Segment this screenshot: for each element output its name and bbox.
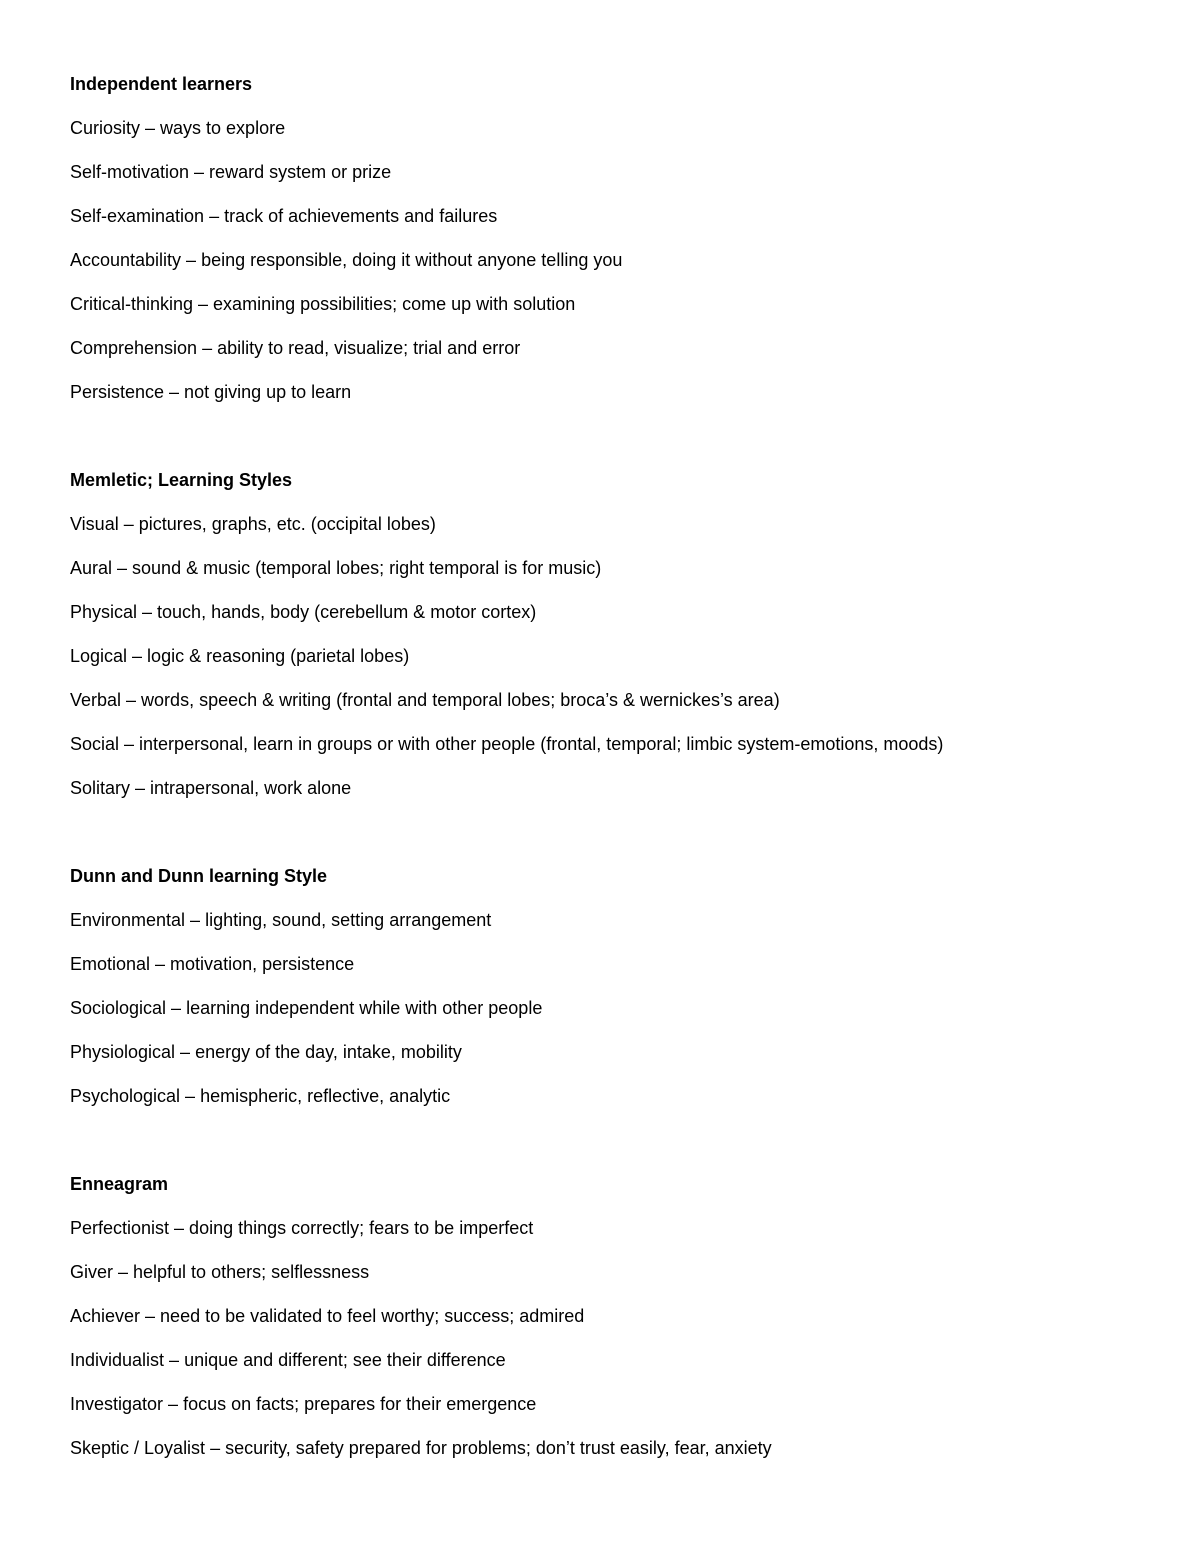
list-item: Sociological – learning independent while with other people xyxy=(70,998,543,1018)
list-item: Perfectionist – doing things correctly; fears to be imperfect xyxy=(70,1218,534,1238)
list-item: Individualist – unique and different; see their difference xyxy=(70,1350,506,1370)
list-item: Giver – helpful to others; selflessness xyxy=(70,1262,370,1282)
list-item: Achiever – need to be validated to feel worthy; success; admired xyxy=(70,1306,585,1326)
list-item: Environmental – lighting, sound, setting arrangement xyxy=(70,910,492,930)
section-spacer xyxy=(70,1129,1150,1173)
list-item: Solitary – intrapersonal, work alone xyxy=(70,778,352,798)
section-heading: Dunn and Dunn learning Style xyxy=(70,866,328,886)
list-item: Comprehension – ability to read, visualize; trial and error xyxy=(70,338,521,358)
list-item: Investigator – focus on facts; prepares for their emergence xyxy=(70,1394,537,1414)
list-item: Physiological – energy of the day, intake, mobility xyxy=(70,1042,462,1062)
list-item: Psychological – hemispheric, reflective, analytic xyxy=(70,1086,451,1106)
section-heading: Enneagram xyxy=(70,1174,169,1194)
list-item: Emotional – motivation, persistence xyxy=(70,954,355,974)
list-item: Accountability – being responsible, doing it without anyone telling you xyxy=(70,250,623,270)
list-item: Persistence – not giving up to learn xyxy=(70,382,352,402)
list-item: Logical – logic & reasoning (parietal lobes) xyxy=(70,646,410,666)
list-item: Visual – pictures, graphs, etc. (occipital lobes) xyxy=(70,514,436,534)
list-item: Skeptic / Loyalist – security, safety prepared for problems; don’t trust easily, fear, anxiety xyxy=(70,1438,772,1458)
document-page xyxy=(70,73,1150,1481)
section-spacer xyxy=(70,821,1150,865)
section-memletic-learning-styles xyxy=(70,469,1150,799)
section-spacer xyxy=(70,425,1150,469)
list-item: Critical-thinking – examining possibilities; come up with solution xyxy=(70,294,576,314)
list-item: Verbal – words, speech & writing (frontal and temporal lobes; broca’s & wernickes’s area) xyxy=(70,690,780,710)
section-heading: Memletic; Learning Styles xyxy=(70,470,293,490)
section-heading: Independent learners xyxy=(70,74,253,94)
section-enneagram xyxy=(70,1173,1150,1459)
list-item: Aural – sound & music (temporal lobes; right temporal is for music) xyxy=(70,558,602,578)
list-item: Self-examination – track of achievements and failures xyxy=(70,206,498,226)
section-independent-learners xyxy=(70,73,1150,403)
section-dunn-and-dunn xyxy=(70,865,1150,1107)
list-item: Social – interpersonal, learn in groups or with other people (frontal, temporal; limbic system-emotions, moods) xyxy=(70,734,944,754)
list-item: Physical – touch, hands, body (cerebellum & motor cortex) xyxy=(70,602,537,622)
list-item: Curiosity – ways to explore xyxy=(70,118,286,138)
list-item: Self-motivation – reward system or prize xyxy=(70,162,392,182)
